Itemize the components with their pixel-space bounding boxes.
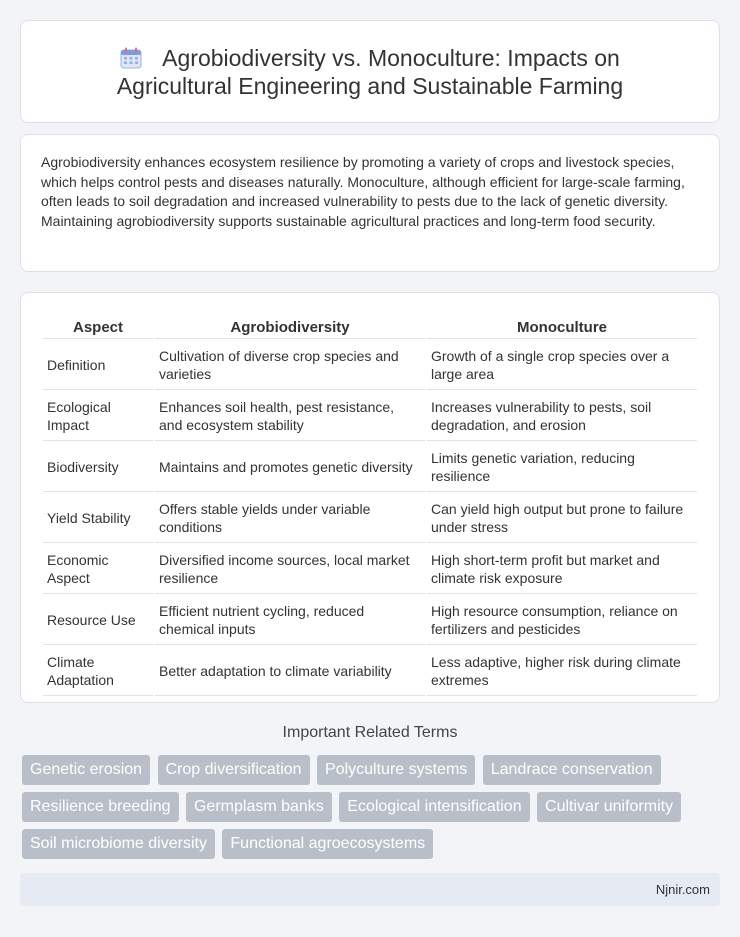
related-term-tag[interactable]: Polyculture systems	[317, 755, 475, 785]
header-aspect: Aspect	[43, 315, 153, 339]
agrobiodiversity-cell: Efficient nutrient cycling, reduced chemical inputs	[155, 596, 425, 645]
comparison-table-card	[20, 292, 720, 703]
related-term-tag[interactable]: Crop diversification	[158, 755, 310, 785]
related-term-tag[interactable]: Resilience breeding	[22, 792, 179, 822]
aspect-cell: Economic Aspect	[43, 545, 153, 594]
aspect-cell: Yield Stability	[43, 494, 153, 543]
agrobiodiversity-cell: Better adaptation to climate variability	[155, 647, 425, 696]
title-card	[20, 20, 720, 123]
aspect-cell: Ecological Impact	[43, 392, 153, 441]
calendar-icon	[120, 47, 142, 69]
monoculture-cell: Less adaptive, higher risk during climate extremes	[427, 647, 697, 696]
monoculture-cell: High resource consumption, reliance on fertilizers and pesticides	[427, 596, 697, 645]
header-agrobiodiversity: Agrobiodiversity	[155, 315, 425, 339]
table-row	[43, 596, 697, 645]
agrobiodiversity-cell: Offers stable yields under variable conditions	[155, 494, 425, 543]
page-title	[87, 44, 653, 100]
title-line-1: Agrobiodiversity vs. Monoculture: Impacts on	[162, 44, 620, 71]
comparison-table	[41, 313, 699, 698]
related-terms-title: Important Related Terms	[282, 724, 458, 741]
monoculture-cell: Growth of a single crop species over a large area	[427, 341, 697, 390]
agrobiodiversity-cell: Cultivation of diverse crop species and varieties	[155, 341, 425, 390]
related-term-tag[interactable]: Ecological intensification	[339, 792, 529, 822]
aspect-cell: Resource Use	[43, 596, 153, 645]
agrobiodiversity-cell: Maintains and promotes genetic diversity	[155, 443, 425, 492]
agrobiodiversity-cell: Enhances soil health, pest resistance, and ecosystem stability	[155, 392, 425, 441]
table-row	[43, 443, 697, 492]
related-term-tag[interactable]: Landrace conservation	[483, 755, 661, 785]
table-row	[43, 494, 697, 543]
footer-site-name[interactable]: Njnir.com	[655, 882, 710, 897]
aspect-cell: Climate Adaptation	[43, 647, 153, 696]
title-line-2: Agricultural Engineering and Sustainable Farming	[116, 72, 624, 99]
footer-bar	[20, 873, 720, 906]
agrobiodiversity-cell: Diversified income sources, local market resilience	[155, 545, 425, 594]
table-header-row	[43, 315, 697, 339]
table-row	[43, 647, 697, 696]
table-row	[43, 545, 697, 594]
aspect-cell: Definition	[43, 341, 153, 390]
related-term-tag[interactable]: Soil microbiome diversity	[22, 829, 215, 859]
aspect-cell: Biodiversity	[43, 443, 153, 492]
table-row	[43, 341, 697, 390]
related-term-tag[interactable]: Functional agroecosystems	[222, 829, 433, 859]
intro-card	[20, 134, 720, 272]
related-term-tag[interactable]: Genetic erosion	[22, 755, 150, 785]
related-term-tag[interactable]: Cultivar uniformity	[537, 792, 681, 822]
table-row	[43, 392, 697, 441]
header-monoculture: Monoculture	[427, 315, 697, 339]
related-term-tag[interactable]: Germplasm banks	[186, 792, 332, 822]
monoculture-cell: Limits genetic variation, reducing resilience	[427, 443, 697, 492]
monoculture-cell: High short-term profit but market and climate risk exposure	[427, 545, 697, 594]
monoculture-cell: Can yield high output but prone to failure under stress	[427, 494, 697, 543]
monoculture-cell: Increases vulnerability to pests, soil degradation, and erosion	[427, 392, 697, 441]
intro-paragraph: Agrobiodiversity enhances ecosystem resilience by promoting a variety of crops and livestock species, which helps control pests and diseases naturally. Monoculture, although efficient for large-scale farming, often leads to soil degradation and increased vulnerability to pests due to the lack of genetic diversity. Maintaining agrobiodiversity supports sustainable agricultural practices and long-term food security.	[41, 154, 685, 229]
related-terms-list	[22, 755, 722, 866]
